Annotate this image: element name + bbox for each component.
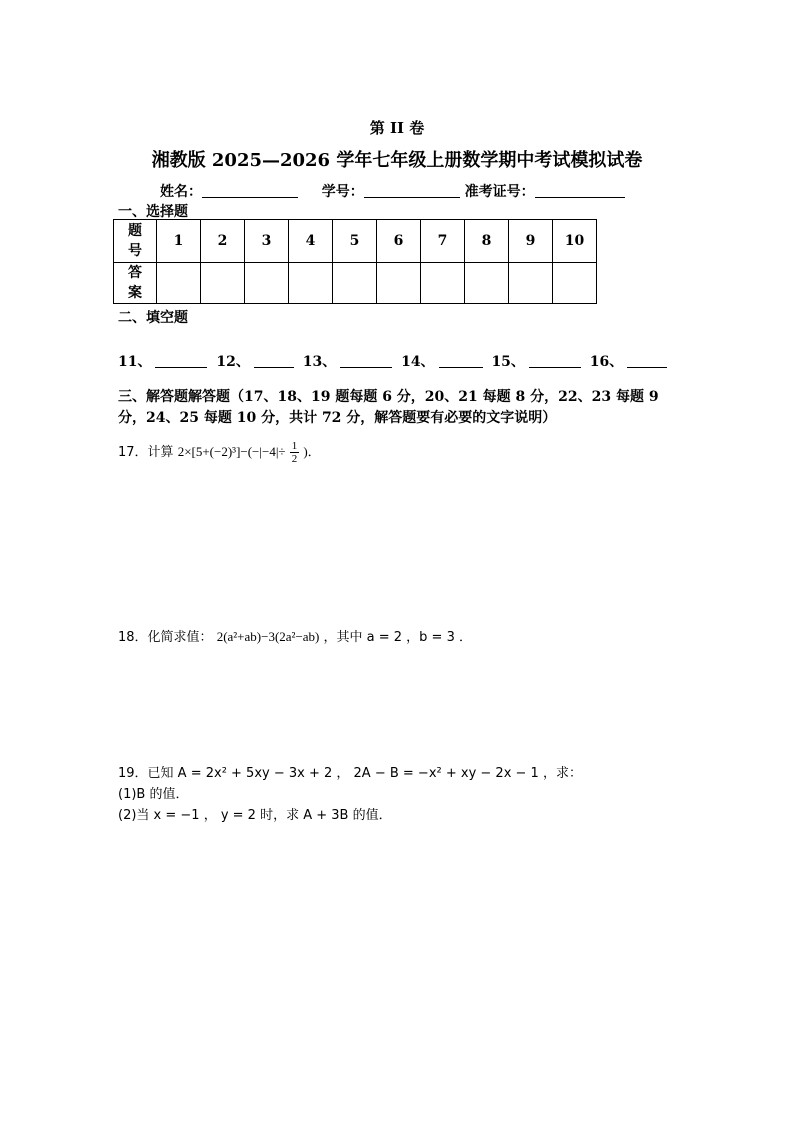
problem-18 — [118, 626, 472, 645]
question-number: 7 — [421, 220, 465, 263]
problem-17 — [118, 440, 321, 465]
exam-number-field[interactable] — [535, 183, 625, 198]
answer-cell[interactable] — [509, 263, 553, 304]
question-number: 8 — [465, 220, 509, 263]
answer-cell[interactable] — [377, 263, 421, 304]
section-solve-heading-line2: 分，24、25 每题 10 分，共计 72 分，解答题要有必要的文字说明） — [118, 410, 557, 426]
fill-blank-16[interactable] — [627, 353, 667, 368]
fill-item-label: 16、 — [589, 354, 624, 370]
problem-17-expression: 2×[5+(−2)³]−(−|−4|÷ — [177, 444, 286, 459]
problem-17-fraction: $\frac{1}{2}$ — [291, 440, 298, 465]
fill-item-label: 14、 — [401, 354, 435, 370]
question-number: 6 — [377, 220, 421, 263]
name-label: 姓名： — [160, 184, 202, 200]
answer-table-answer-row — [114, 263, 597, 304]
student-info-row — [160, 181, 625, 201]
answer-cell[interactable] — [201, 263, 245, 304]
fill-blank-15[interactable] — [529, 353, 581, 368]
problem-19-part2: (2)当 x = −1 ， y = 2 时，求 A + 3B 的值． — [118, 808, 392, 823]
answer-cell[interactable] — [553, 263, 597, 304]
page-title: 湘教版 2025—2026 学年七年级上册数学期中考试模拟试卷 — [151, 150, 643, 171]
exam-number-label: 准考证号： — [464, 184, 535, 200]
answer-cell[interactable] — [333, 263, 377, 304]
problem-18-condition: ，其中 a = 2 ，b = 3 ． — [323, 630, 472, 645]
name-field[interactable] — [202, 183, 298, 198]
answer-cell[interactable] — [465, 263, 509, 304]
question-number: 1 — [157, 220, 201, 263]
problem-18-label: 18．化简求值： — [118, 630, 213, 645]
answer-header: 答 案 — [114, 263, 157, 304]
question-number-header: 题 号 — [114, 220, 157, 263]
problem-17-label: 17．计算 — [118, 445, 174, 460]
fill-item-label: 12、 — [216, 354, 250, 370]
fill-item-label: 13、 — [302, 354, 337, 370]
section-choice-heading: 一、选择题 — [118, 204, 188, 220]
section-solve-heading-line1: 三、解答题解答题（17、18、19 题每题 6 分，20、21 每题 8 分，22、23 每题 9 — [118, 389, 659, 405]
volume-label: 第 II 卷 — [369, 119, 425, 137]
problem-19-part1: (1)B 的值． — [118, 787, 189, 802]
question-number: 3 — [245, 220, 289, 263]
answer-cell[interactable] — [157, 263, 201, 304]
problem-19-statement: 19．已知 A = 2x² + 5xy − 3x + 2 ， 2A − B = −x² + xy − 2x − 1 ，求： — [118, 766, 582, 781]
question-number: 9 — [509, 220, 553, 263]
answer-cell[interactable] — [289, 263, 333, 304]
question-number: 2 — [201, 220, 245, 263]
problem-17-end: )． — [303, 444, 321, 459]
answer-cell[interactable] — [421, 263, 465, 304]
student-id-label: 学号： — [321, 184, 364, 200]
fill-blank-row — [118, 351, 671, 371]
answer-cell[interactable] — [245, 263, 289, 304]
student-id-field[interactable] — [364, 183, 460, 198]
section-fill-heading: 二、填空题 — [118, 310, 188, 326]
answer-table-number-row — [114, 220, 597, 263]
question-number: 10 — [553, 220, 597, 263]
problem-18-expression: 2(a²+ab)−3(2a²−ab) — [216, 629, 320, 644]
fill-blank-12[interactable] — [254, 353, 294, 368]
question-number: 4 — [289, 220, 333, 263]
fill-blank-11[interactable] — [155, 353, 207, 368]
question-number: 5 — [333, 220, 377, 263]
fill-blank-14[interactable] — [439, 353, 483, 368]
fill-blank-13[interactable] — [340, 353, 392, 368]
answer-table — [113, 219, 597, 304]
fill-item-label: 11、 — [118, 354, 152, 370]
fill-item-label: 15、 — [491, 354, 525, 370]
